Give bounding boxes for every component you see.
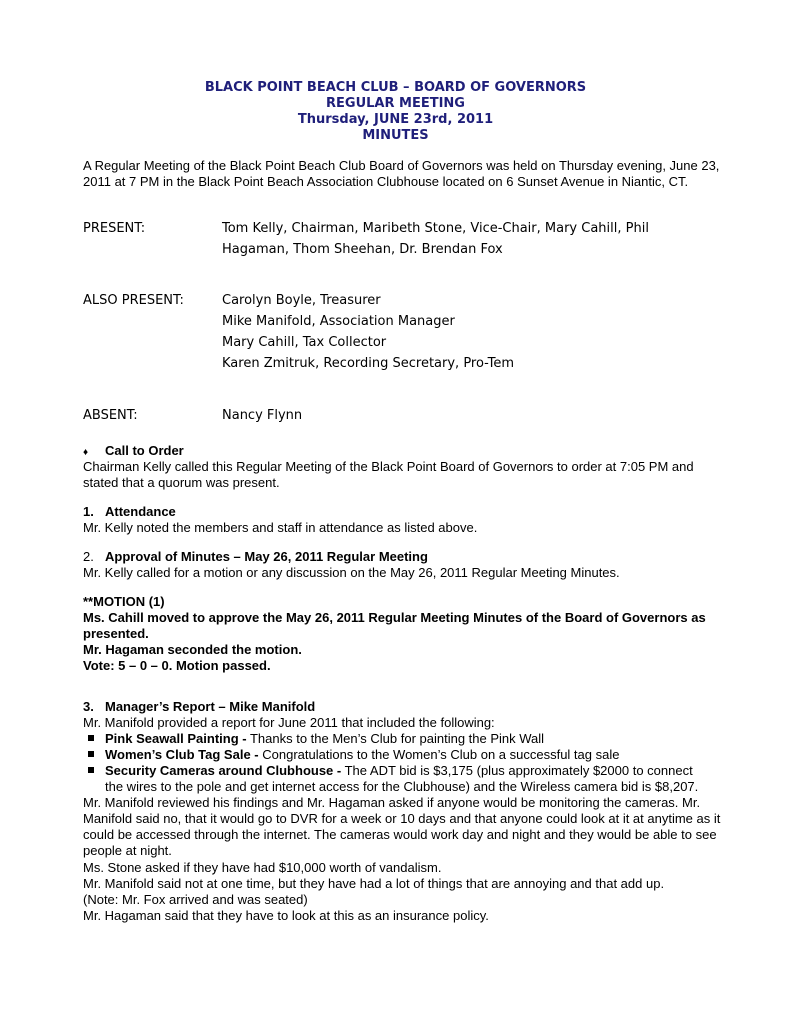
header-minutes: MINUTES (362, 128, 429, 143)
note-fox-arrived: (Note: Mr. Fox arrived and was seated) (83, 892, 308, 907)
diamond-bullet-icon: ♦ (83, 447, 89, 458)
managers-report-paragraph: Mr. Manifold reviewed his findings and Mr. Hagaman asked if anyone would be monitoring the cameras. Mr. Manifold said no, that it would go to DVR for a week or 10 days and that anyone could look at it at anytime as it could be accessed through the internet. The cameras would work day and night and they would be able to see people at night. (83, 795, 721, 858)
hagaman-comment: Mr. Hagaman said that they have to look at this as an insurance policy. (83, 908, 489, 923)
managers-report-title: Manager’s Report – Mike Manifold (105, 699, 316, 714)
motion-heading: **MOTION (1) (83, 594, 165, 609)
absent-value: Nancy Flynn (222, 408, 303, 423)
square-bullet-icon (88, 735, 94, 741)
list-item (83, 763, 733, 779)
header-date: Thursday, JUNE 23rd, 2011 (297, 112, 494, 127)
also-present-item: Karen Zmitruk, Recording Secretary, Pro-Tem (222, 356, 515, 371)
list-item (83, 731, 733, 747)
section-number: 3. (83, 699, 94, 714)
also-present-item: Carolyn Boyle, Treasurer (222, 293, 381, 308)
attendance-text: Mr. Kelly noted the members and staff in attendance as listed above. (83, 520, 478, 535)
list-item-text: Thanks to the Men’s Club for painting the Pink Wall (246, 731, 545, 746)
header-meeting-type: REGULAR MEETING (326, 96, 465, 111)
motion-line-1: Ms. Cahill moved to approve the May 26, 2011 Regular Meeting Minutes of the Board of Governors as presented. (83, 610, 706, 641)
approval-text: Mr. Kelly called for a motion or any discussion on the May 26, 2011 Regular Meeting Minutes. (83, 565, 620, 580)
list-item-text: Congratulations to the Women’s Club on a successful tag sale (258, 747, 620, 762)
section-number: 1. (83, 504, 94, 519)
absent-label: ABSENT: (83, 408, 138, 423)
list-item (83, 747, 733, 763)
list-item-title: Women’s Club Tag Sale - (105, 747, 259, 762)
call-to-order-title: Call to Order (105, 443, 184, 458)
approval-heading (83, 549, 723, 565)
header-org-title: BLACK POINT BEACH CLUB – BOARD OF GOVERNORS (204, 80, 587, 95)
stone-question: Ms. Stone asked if they have had $10,000 worth of vandalism. (83, 860, 442, 875)
list-item-continuation: the wires to the pole and get internet access for the Clubhouse) and the Wireless camera bid is $8,207. (105, 779, 699, 794)
attendance-title: Attendance (105, 504, 176, 519)
square-bullet-icon (88, 751, 94, 757)
present-label: PRESENT: (83, 221, 146, 236)
motion-vote: Vote: 5 – 0 – 0. Motion passed. (83, 658, 271, 673)
list-item-title: Security Cameras around Clubhouse - (105, 763, 342, 778)
manifold-answer: Mr. Manifold said not at one time, but they have had a lot of things that are annoying and that add up. (83, 876, 665, 891)
also-present-label: ALSO PRESENT: (83, 293, 184, 308)
present-line-1: Tom Kelly, Chairman, Maribeth Stone, Vice-Chair, Mary Cahill, Phil (222, 221, 649, 236)
present-line-2: Hagaman, Thom Sheehan, Dr. Brendan Fox (222, 242, 503, 257)
section-number: 2. (83, 549, 94, 564)
also-present-item: Mike Manifold, Association Manager (222, 314, 455, 329)
call-to-order-text: Chairman Kelly called this Regular Meeting of the Black Point Board of Governors to order at 7:05 PM and stated that a quorum was present. (83, 459, 694, 490)
approval-title: Approval of Minutes – May 26, 2011 Regular Meeting (105, 549, 428, 564)
list-item-text: The ADT bid is $3,175 (plus approximately $2000 to connect (341, 763, 693, 778)
managers-report-intro: Mr. Manifold provided a report for June 2011 that included the following: (83, 715, 495, 730)
intro-paragraph: A Regular Meeting of the Black Point Beach Club Board of Governors was held on Thursday evening, June 23, 2011 at 7 PM in the Black Point Beach Association Clubhouse located on 6 Sunset Avenue in Niantic, CT. (83, 158, 720, 189)
list-item-title: Pink Seawall Painting - (105, 731, 247, 746)
square-bullet-icon (88, 767, 94, 773)
managers-report-heading (83, 699, 723, 715)
attendance-heading (83, 504, 723, 520)
also-present-item: Mary Cahill, Tax Collector (222, 335, 387, 350)
motion-line-2: Mr. Hagaman seconded the motion. (83, 642, 302, 657)
